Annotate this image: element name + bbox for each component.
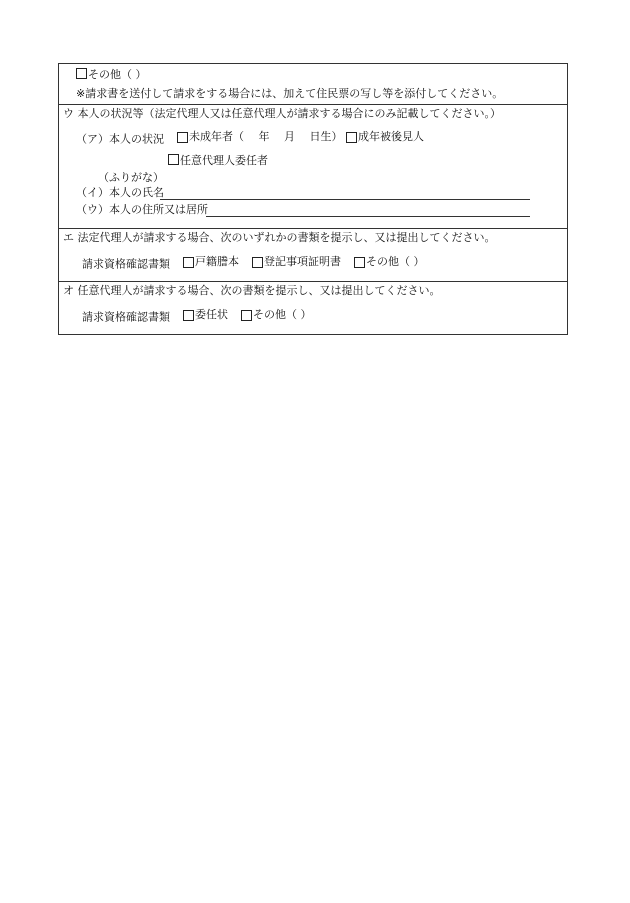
legal-other-checkbox[interactable] bbox=[354, 257, 365, 268]
family-register-label: 戸籍謄本 bbox=[195, 255, 239, 268]
section-o bbox=[59, 281, 567, 336]
section-e bbox=[59, 228, 567, 282]
minor-option bbox=[177, 130, 343, 144]
legal-docs-label: 請求資格確認書類 bbox=[82, 257, 170, 271]
voluntary-other-checkbox[interactable] bbox=[241, 310, 252, 321]
name-label: （イ）本人の氏名 bbox=[76, 186, 164, 199]
power-of-attorney-label: 委任状 bbox=[195, 308, 228, 321]
section-u bbox=[59, 104, 567, 229]
request-form-table bbox=[58, 63, 568, 335]
furigana-label: （ふりがな） bbox=[98, 171, 164, 184]
voluntary-docs-row bbox=[82, 308, 312, 325]
mailing-note: ※請求書を送付して請求をする場合には、加えて住民票の写し等を添付してください。 bbox=[76, 87, 504, 100]
principal-checkbox[interactable] bbox=[168, 154, 179, 165]
voluntary-docs-label: 請求資格確認書類 bbox=[82, 310, 170, 324]
registry-certificate-label: 登記事項証明書 bbox=[264, 255, 341, 268]
address-field[interactable] bbox=[206, 216, 530, 217]
voluntary-other-label: その他（ ） bbox=[253, 308, 312, 321]
legal-other-label: その他（ ） bbox=[366, 255, 425, 268]
legal-other-option bbox=[354, 255, 425, 269]
section-i-continuation bbox=[59, 64, 567, 104]
other-option bbox=[76, 68, 147, 82]
section-u-header: ウ 本人の状況等（法定代理人又は任意代理人が請求する場合にのみ記載してください。） bbox=[63, 107, 501, 120]
registry-certificate-option bbox=[252, 255, 341, 269]
registry-certificate-checkbox[interactable] bbox=[252, 257, 263, 268]
adult-ward-option-label: 成年被後見人 bbox=[358, 130, 424, 143]
adult-ward-option bbox=[346, 130, 424, 144]
power-of-attorney-option bbox=[183, 308, 228, 322]
adult-ward-checkbox[interactable] bbox=[346, 132, 357, 143]
section-e-header: エ 法定代理人が請求する場合、次のいずれかの書類を提示し、又は提出してください。 bbox=[63, 231, 496, 244]
name-field[interactable] bbox=[160, 199, 530, 200]
power-of-attorney-checkbox[interactable] bbox=[183, 310, 194, 321]
minor-checkbox[interactable] bbox=[177, 132, 188, 143]
status-row bbox=[76, 130, 424, 147]
voluntary-other-option bbox=[241, 308, 312, 322]
address-label: （ウ）本人の住所又は居所 bbox=[76, 203, 208, 216]
family-register-option bbox=[183, 255, 239, 269]
minor-option-label: 未成年者（ 年 月 日生） bbox=[189, 130, 343, 143]
status-label: （ア）本人の状況 bbox=[76, 132, 164, 146]
other-option-label: その他（ ） bbox=[88, 68, 147, 81]
principal-option-label: 任意代理人委任者 bbox=[180, 154, 268, 167]
principal-option bbox=[168, 154, 268, 168]
other-checkbox[interactable] bbox=[76, 68, 87, 79]
legal-docs-row bbox=[82, 255, 425, 272]
family-register-checkbox[interactable] bbox=[183, 257, 194, 268]
section-o-header: オ 任意代理人が請求する場合、次の書類を提示し、又は提出してください。 bbox=[63, 284, 441, 297]
